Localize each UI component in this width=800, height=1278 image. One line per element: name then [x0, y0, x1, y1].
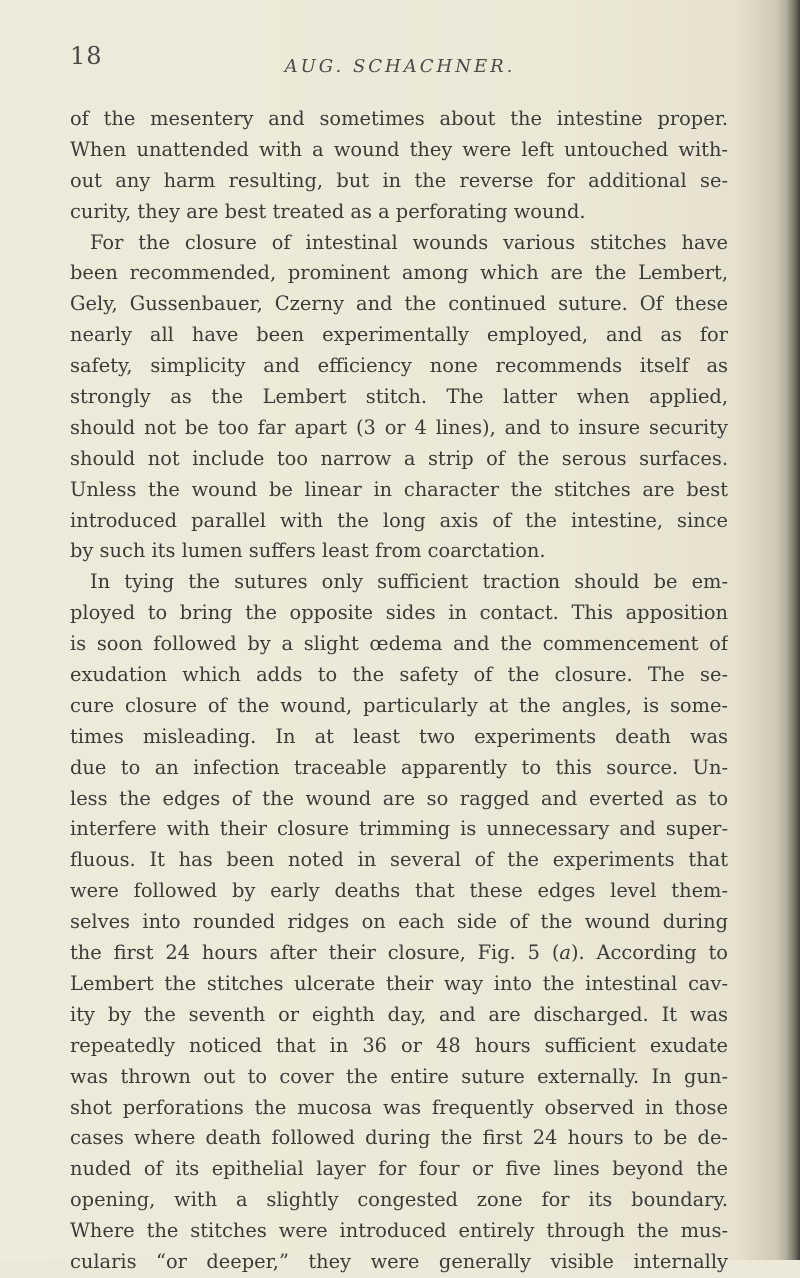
- text-line: curity, they are best treated as a perforating wound.: [70, 199, 586, 223]
- text-line: exudation which adds to the safety of the closure. The se-: [70, 663, 728, 687]
- text-line: less the edges of the wound are so ragged and everted as to: [70, 786, 728, 810]
- page-number: 18: [70, 42, 103, 70]
- text-line: Lembert the stitches ulcerate their way into the intestinal cav-: [70, 971, 728, 995]
- text-line: fluous. It has been noted in several of the experiments that: [70, 848, 728, 872]
- text-line: cases where death followed during the first 24 hours to be de-: [70, 1126, 728, 1150]
- text-line: were followed by early deaths that these edges level them-: [70, 879, 728, 903]
- text-line: is soon followed by a slight œdema and the commencement of: [70, 632, 728, 656]
- running-head: AUG. SCHACHNER.: [284, 56, 516, 77]
- text-line: selves into rounded ridges on each side of the wound during: [70, 910, 728, 934]
- text-line: been recommended, prominent among which are the Lembert,: [70, 261, 728, 285]
- text-line: times misleading. In at least two experiments death was: [70, 724, 728, 748]
- text-line: opening, with a slightly congested zone for its boundary.: [70, 1188, 728, 1212]
- text-line: by such its lumen suffers least from coarctation.: [70, 539, 546, 563]
- text-line: cure closure of the wound, particularly at the angles, is some-: [70, 693, 728, 717]
- text-line: of the mesentery and sometimes about the intestine proper.: [70, 107, 728, 130]
- text-line: strongly as the Lembert stitch. The latter when applied,: [70, 385, 728, 409]
- text-line: shot perforations the mucosa was frequently observed in those: [70, 1095, 728, 1119]
- body-text: [70, 104, 728, 1278]
- text-line: ity by the seventh or eighth day, and are discharged. It was: [70, 1002, 728, 1026]
- text-line: Gely, Gussenbauer, Czerny and the continued suture. Of these: [70, 292, 728, 316]
- text-line: In tying the sutures only sufficient traction should be em-: [90, 570, 728, 594]
- text-line: nuded of its epithelial layer for four or five lines beyond the: [70, 1157, 728, 1181]
- text-line: repeatedly noticed that in 36 or 48 hours sufficient exudate: [70, 1033, 728, 1057]
- figure-letter: a: [559, 941, 571, 965]
- text-line: introduced parallel with the long axis of the intestine, since: [70, 508, 728, 532]
- text-line: ployed to bring the opposite sides in contact. This apposition: [70, 601, 728, 625]
- text-line: nearly all have been experimentally employed, and as for: [70, 323, 728, 347]
- page-edge-shadow: [786, 0, 800, 1260]
- text-line: should not be too far apart (3 or 4 lines), and to insure security: [70, 415, 728, 439]
- text-line: Unless the wound be linear in character the stitches are best: [70, 477, 728, 501]
- text-line: should not include too narrow a strip of the serous surfaces.: [70, 446, 728, 470]
- text-line: When unattended with a wound they were left untouched with-: [70, 137, 728, 161]
- text-line: For the closure of intestinal wounds various stitches have: [90, 230, 728, 254]
- text-line: was thrown out to cover the entire suture externally. In gun-: [70, 1064, 728, 1088]
- text-line: out any harm resulting, but in the reverse for additional se-: [70, 168, 728, 192]
- text-line: safety, simplicity and efficiency none recommends itself as: [70, 354, 728, 378]
- text-line: due to an infection traceable apparently to this source. Un-: [70, 755, 728, 779]
- text-line: the first 24 hours after their closure, Fig. 5 (a). According to: [70, 941, 728, 965]
- text-line: cularis “or deeper,” they were generally visible internally: [70, 1249, 728, 1273]
- text-line: Where the stitches were introduced entirely through the mus-: [70, 1219, 728, 1243]
- text-line: interfere with their closure trimming is unnecessary and super-: [70, 817, 728, 841]
